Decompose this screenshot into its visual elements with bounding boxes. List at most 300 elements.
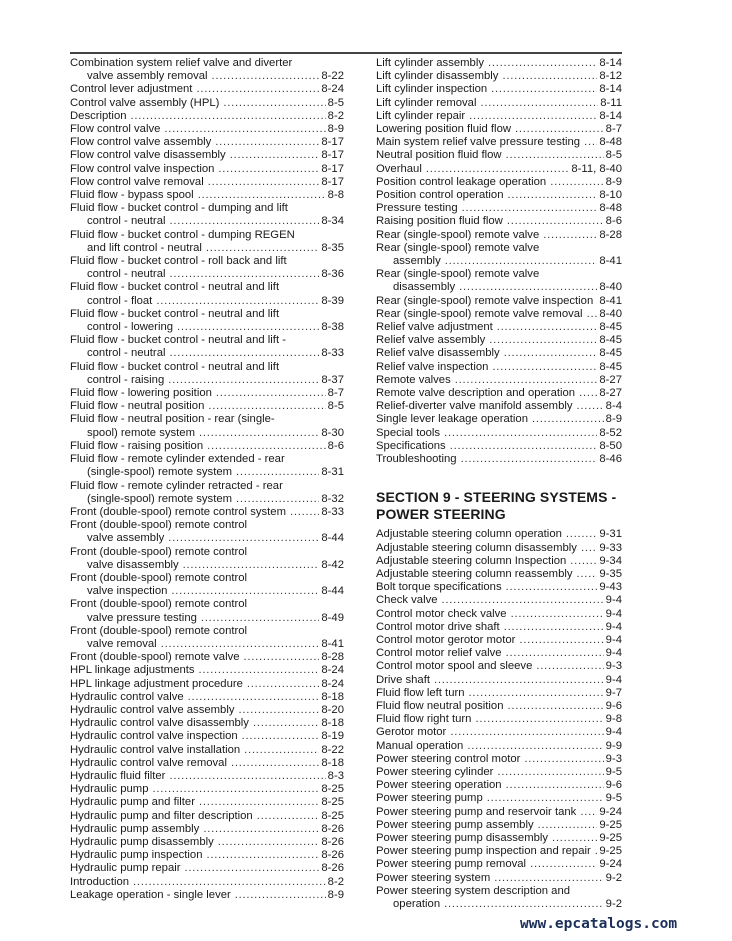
page-number[interactable]: 8-11, 8-40 (571, 162, 622, 175)
page-number[interactable]: 9-2 (605, 897, 622, 910)
page-number[interactable]: 8-19 (321, 730, 344, 743)
entry-line (70, 453, 344, 466)
page-number[interactable]: 9-7 (605, 686, 622, 699)
page-number[interactable]: 8-26 (321, 822, 344, 835)
index-entry[interactable] (376, 660, 622, 673)
entry-line (376, 83, 622, 96)
entry-title: Fluid flow - bucket control - neutral and lift (70, 281, 280, 294)
index-entry[interactable] (70, 387, 344, 400)
index-entry[interactable] (376, 647, 622, 660)
index-entry[interactable] (70, 123, 344, 136)
entry-title: Front (double-spool) remote control (70, 571, 248, 584)
index-entry[interactable] (70, 97, 344, 110)
index-entry[interactable] (376, 202, 622, 215)
entry-title: Control motor gerotor motor (376, 633, 516, 646)
index-entry[interactable] (70, 876, 344, 889)
page-number[interactable]: 9-3 (605, 752, 622, 765)
page-number[interactable]: 8-20 (321, 703, 344, 716)
index-entry[interactable] (70, 110, 344, 123)
index-entry[interactable] (70, 796, 344, 809)
index-entry[interactable] (70, 704, 344, 717)
index-entry[interactable] (70, 163, 344, 176)
index-entry[interactable] (70, 757, 344, 770)
index-entry[interactable] (376, 242, 622, 268)
index-entry[interactable] (376, 413, 622, 426)
dot-leader (152, 783, 319, 796)
page-number[interactable]: 8-24 (321, 83, 344, 96)
page-number[interactable]: 9-5 (605, 765, 622, 778)
page-number[interactable]: 8-41 (321, 637, 344, 650)
entry-line (376, 255, 622, 268)
page-number[interactable]: 8-25 (321, 796, 344, 809)
page-number[interactable]: 8-37 (321, 373, 344, 386)
dot-leader (469, 687, 604, 700)
page-number[interactable]: 8-50 (599, 439, 622, 452)
page-number[interactable]: 8-28 (321, 651, 344, 664)
entry-title: Hydraulic pump (70, 783, 149, 796)
index-entry[interactable] (376, 229, 622, 242)
dot-leader (185, 862, 320, 875)
page-number[interactable]: 8-10 (599, 189, 622, 202)
page-number[interactable]: 9-33 (599, 541, 622, 554)
index-entry[interactable] (70, 453, 344, 479)
entry-line (376, 295, 622, 308)
entry-line (376, 387, 622, 400)
index-entry[interactable] (376, 792, 622, 805)
entry-title: Relief valve adjustment (376, 321, 493, 334)
index-entry[interactable] (376, 110, 622, 123)
page-number[interactable]: 8-40 (599, 281, 622, 294)
dot-leader (469, 110, 597, 123)
index-entry[interactable] (70, 810, 344, 823)
index-entry[interactable] (376, 453, 622, 466)
entry-line (70, 678, 344, 691)
index-entry[interactable] (70, 664, 344, 677)
page-number[interactable]: 8-9 (605, 175, 622, 188)
page-number[interactable]: 8-22 (321, 70, 344, 83)
index-entry[interactable] (70, 770, 344, 783)
index-entry[interactable] (70, 849, 344, 862)
page-number[interactable]: 9-9 (605, 739, 622, 752)
page-number[interactable]: 8-9 (327, 888, 344, 901)
page-number[interactable]: 8-34 (321, 215, 344, 228)
index-entry[interactable] (70, 149, 344, 162)
page-number[interactable]: 8-17 (321, 162, 344, 175)
index-entry[interactable] (376, 123, 622, 136)
index-entry[interactable] (376, 57, 622, 70)
entry-line (376, 242, 622, 255)
page-number[interactable]: 8-22 (321, 743, 344, 756)
page-number[interactable]: 9-43 (599, 581, 622, 594)
entry-title: Fluid flow - bucket control - neutral and lift (70, 360, 280, 373)
entry-line (376, 700, 622, 713)
index-entry[interactable] (70, 189, 344, 202)
entry-title: Check valve (376, 594, 438, 607)
page-number[interactable]: 8-25 (321, 783, 344, 796)
entry-title: spool) remote system (87, 426, 195, 439)
entry-line (70, 796, 344, 809)
index-entry[interactable] (70, 400, 344, 413)
page-number[interactable]: 8-33 (321, 347, 344, 360)
page-number[interactable]: 8-32 (321, 492, 344, 505)
entry-line (376, 687, 622, 700)
dot-leader (475, 713, 603, 726)
entry-line (376, 189, 622, 202)
page-number[interactable]: 9-24 (599, 805, 622, 818)
index-entry[interactable] (376, 97, 622, 110)
page-number[interactable]: 8-45 (599, 321, 622, 334)
dot-leader (487, 792, 604, 805)
index-entry[interactable] (376, 70, 622, 83)
page-number[interactable]: 9-8 (605, 713, 622, 726)
entry-title: Flow control valve removal (70, 175, 204, 188)
page-number[interactable]: 8-7 (327, 387, 344, 400)
page-number[interactable]: 8-18 (321, 756, 344, 769)
page-number[interactable]: 8-17 (321, 149, 344, 162)
entry-title: Fluid flow - neutral position (70, 400, 205, 413)
index-entry[interactable] (376, 872, 622, 885)
index-entry[interactable] (70, 519, 344, 545)
entry-line (70, 97, 344, 110)
page-number[interactable]: 8-5 (327, 400, 344, 413)
entry-title: Introduction (70, 875, 130, 888)
index-entry[interactable] (376, 608, 622, 621)
page-number[interactable]: 9-4 (605, 607, 622, 620)
index-entry[interactable] (376, 806, 622, 819)
page-number[interactable]: 8-14 (599, 109, 622, 122)
page-number[interactable]: 8-26 (321, 862, 344, 875)
page-number[interactable]: 8-33 (321, 505, 344, 518)
index-entry[interactable] (376, 832, 622, 845)
index-entry[interactable] (376, 321, 622, 334)
index-entry[interactable] (376, 779, 622, 792)
entry-line (376, 123, 622, 136)
index-entry[interactable] (376, 149, 622, 162)
page-number[interactable]: 8-24 (321, 677, 344, 690)
entry-line (70, 163, 344, 176)
entry-line (70, 57, 344, 70)
entry-title: Manual operation (376, 739, 464, 752)
index-entry[interactable] (70, 678, 344, 691)
entry-title: Control motor check valve (376, 607, 507, 620)
index-entry[interactable] (376, 740, 622, 753)
entry-title: Bolt torque specifications (376, 581, 502, 594)
index-entry[interactable] (376, 713, 622, 726)
entry-line (376, 453, 622, 466)
entry-line (376, 555, 622, 568)
index-entry[interactable] (70, 281, 344, 307)
page-number[interactable]: 9-2 (605, 871, 622, 884)
page-number[interactable]: 9-5 (605, 792, 622, 805)
page-number[interactable]: 8-48 (599, 136, 622, 149)
index-entry[interactable] (376, 753, 622, 766)
page-number[interactable]: 9-34 (599, 554, 622, 567)
page-number[interactable]: 8-7 (605, 123, 622, 136)
entry-title: Lift cylinder inspection (376, 83, 488, 96)
page-number[interactable]: 8-27 (599, 373, 622, 386)
index-entry[interactable] (376, 189, 622, 202)
page-number[interactable]: 9-4 (605, 620, 622, 633)
index-entry[interactable] (70, 598, 344, 624)
index-entry[interactable] (70, 546, 344, 572)
page-number[interactable]: 9-4 (605, 594, 622, 607)
page-number[interactable]: 8-44 (321, 585, 344, 598)
index-entry[interactable] (376, 845, 622, 858)
index-entry[interactable] (70, 717, 344, 730)
index-entry[interactable] (376, 83, 622, 96)
entry-title: Front (double-spool) remote control system (70, 505, 286, 518)
entry-line (376, 361, 622, 374)
index-entry[interactable] (376, 361, 622, 374)
entry-title: Power steering pump assembly (376, 818, 534, 831)
index-entry[interactable] (70, 730, 344, 743)
index-entry[interactable] (376, 542, 622, 555)
index-entry[interactable] (376, 594, 622, 607)
page-number[interactable]: 8-17 (321, 175, 344, 188)
index-entry[interactable] (70, 229, 344, 255)
index-entry[interactable] (70, 651, 344, 664)
entry-line (376, 528, 622, 541)
entry-line (376, 229, 622, 242)
page-number[interactable]: 8-14 (599, 83, 622, 96)
entry-line (70, 361, 344, 374)
page-number[interactable]: 9-35 (599, 567, 622, 580)
page-number[interactable]: 8-41 (599, 294, 622, 307)
page-number[interactable]: 8-9 (605, 413, 622, 426)
index-entry[interactable] (376, 400, 622, 413)
index-entry[interactable] (70, 823, 344, 836)
index-entry[interactable] (376, 387, 622, 400)
entry-title: Hydraulic control valve installation (70, 743, 241, 756)
index-entry[interactable] (376, 858, 622, 871)
index-entry[interactable] (376, 295, 622, 308)
entry-line (70, 308, 344, 321)
entry-title: Control lever adjustment (70, 83, 193, 96)
entry-title: Flow control valve assembly (70, 136, 212, 149)
entry-title: control - neutral (87, 268, 166, 281)
entry-title: Hydraulic pump disassembly (70, 835, 214, 848)
index-entry[interactable] (70, 862, 344, 875)
page-number[interactable]: 8-27 (599, 387, 622, 400)
dot-leader (530, 858, 597, 871)
page-number[interactable]: 8-12 (599, 70, 622, 83)
index-entry[interactable] (70, 334, 344, 360)
index-entry[interactable] (376, 819, 622, 832)
entry-line (376, 674, 622, 687)
dot-leader (235, 889, 326, 902)
entry-line (376, 713, 622, 726)
entry-title: Fluid flow - remote cylinder extended - rear (70, 453, 285, 466)
index-entry[interactable] (376, 568, 622, 581)
entry-line (376, 413, 622, 426)
entry-line (70, 757, 344, 770)
page-number[interactable]: 8-8 (327, 189, 344, 202)
index-entry[interactable] (376, 885, 622, 911)
index-entry[interactable] (70, 506, 344, 519)
entry-title: Hydraulic control valve inspection (70, 730, 238, 743)
page-number[interactable]: 8-9 (327, 123, 344, 136)
index-entry[interactable] (376, 308, 622, 321)
page-number[interactable]: 9-4 (605, 673, 622, 686)
dot-leader (595, 845, 598, 858)
page-number[interactable]: 8-24 (321, 664, 344, 677)
index-entry[interactable] (376, 347, 622, 360)
entry-title: Lift cylinder repair (376, 109, 466, 122)
index-entry[interactable] (376, 726, 622, 739)
page-number[interactable]: 8-26 (321, 849, 344, 862)
page-number[interactable]: 9-25 (599, 831, 622, 844)
page-number[interactable]: 9-4 (605, 633, 622, 646)
entry-line (70, 532, 344, 545)
entry-title: Flow control valve disassembly (70, 149, 226, 162)
index-entry[interactable] (376, 440, 622, 453)
index-entry[interactable] (70, 691, 344, 704)
page-number[interactable]: 8-39 (321, 294, 344, 307)
entry-title: Control motor drive shaft (376, 620, 500, 633)
page-number[interactable]: 8-4 (605, 400, 622, 413)
index-entry[interactable] (70, 308, 344, 334)
index-entry[interactable] (376, 528, 622, 541)
page-number[interactable]: 8-38 (321, 321, 344, 334)
entry-title: Hydraulic fluid filter (70, 769, 166, 782)
dot-leader (459, 281, 597, 294)
page-number[interactable]: 8-52 (599, 426, 622, 439)
page-number[interactable]: 8-44 (321, 532, 344, 545)
page-number[interactable]: 9-4 (605, 726, 622, 739)
dot-leader (215, 136, 319, 149)
page-number[interactable]: 8-3 (327, 769, 344, 782)
page-number[interactable]: 8-28 (599, 228, 622, 241)
index-entry[interactable] (376, 700, 622, 713)
page-number[interactable]: 8-25 (321, 809, 344, 822)
index-entry[interactable] (70, 57, 344, 83)
dot-leader (492, 361, 597, 374)
entry-line (70, 585, 344, 598)
entry-line (376, 308, 622, 321)
page-number[interactable]: 8-45 (599, 347, 622, 360)
index-entry[interactable] (70, 889, 344, 902)
entry-line (376, 845, 622, 858)
page-number[interactable]: 8-31 (321, 466, 344, 479)
dot-leader (290, 506, 319, 519)
page-number[interactable]: 8-5 (327, 96, 344, 109)
page-number[interactable]: 8-36 (321, 268, 344, 281)
page-number[interactable]: 8-46 (599, 453, 622, 466)
dot-leader (156, 295, 319, 308)
page-number[interactable]: 8-41 (599, 255, 622, 268)
page-number[interactable]: 8-2 (327, 875, 344, 888)
page-number[interactable]: 9-25 (599, 845, 622, 858)
entry-line (70, 110, 344, 123)
entry-title: (single-spool) remote system (87, 492, 233, 505)
entry-line (376, 97, 622, 110)
index-entry[interactable] (70, 836, 344, 849)
page-number[interactable]: 9-3 (605, 660, 622, 673)
index-entry[interactable] (376, 621, 622, 634)
page-number[interactable]: 8-45 (599, 334, 622, 347)
entry-line (376, 753, 622, 766)
index-entry[interactable] (376, 374, 622, 387)
page-number[interactable]: 8-6 (605, 215, 622, 228)
index-entry[interactable] (376, 334, 622, 347)
index-entry[interactable] (70, 176, 344, 189)
page-number[interactable]: 8-30 (321, 426, 344, 439)
index-entry[interactable] (70, 783, 344, 796)
page-number[interactable]: 8-48 (599, 202, 622, 215)
page-number[interactable]: 8-17 (321, 136, 344, 149)
page-number[interactable]: 8-14 (599, 57, 622, 69)
entry-line (376, 779, 622, 792)
page-number[interactable]: 9-6 (605, 699, 622, 712)
entry-title: Troubleshooting (376, 453, 457, 466)
index-entry[interactable] (376, 136, 622, 149)
page-number[interactable]: 9-24 (599, 858, 622, 871)
index-entry[interactable] (70, 744, 344, 757)
entry-line (70, 730, 344, 743)
entry-title: control - neutral (87, 347, 166, 360)
index-entry[interactable] (70, 202, 344, 228)
page-number[interactable]: 8-18 (321, 717, 344, 730)
index-entry[interactable] (70, 572, 344, 598)
index-entry[interactable] (376, 268, 622, 294)
entry-title: Gerotor motor (376, 726, 447, 739)
index-entry[interactable] (70, 83, 344, 96)
page-number[interactable]: 8-35 (321, 241, 344, 254)
index-entry[interactable] (376, 163, 622, 176)
index-entry[interactable] (70, 625, 344, 651)
page-number[interactable]: 8-42 (321, 558, 344, 571)
page-number[interactable]: 8-49 (321, 611, 344, 624)
index-entry[interactable] (376, 555, 622, 568)
page-number[interactable]: 9-6 (605, 779, 622, 792)
page-number[interactable]: 8-40 (599, 307, 622, 320)
index-entry[interactable] (70, 413, 344, 439)
entry-line (70, 744, 344, 757)
index-entry[interactable] (376, 427, 622, 440)
dot-leader (161, 638, 320, 651)
dot-leader (236, 493, 319, 506)
index-entry[interactable] (70, 255, 344, 281)
entry-line (70, 664, 344, 677)
index-entry[interactable] (70, 480, 344, 506)
index-entry[interactable] (376, 674, 622, 687)
dot-leader (208, 176, 320, 189)
index-entry[interactable] (376, 634, 622, 647)
page-number[interactable]: 8-11 (600, 96, 622, 109)
index-entry[interactable] (376, 766, 622, 779)
index-entry[interactable] (70, 361, 344, 387)
page-number[interactable]: 8-45 (599, 360, 622, 373)
dot-leader (461, 453, 598, 466)
page-number[interactable]: 8-2 (327, 109, 344, 122)
entry-title: Hydraulic pump repair (70, 862, 181, 875)
index-entry[interactable] (70, 136, 344, 149)
page-number[interactable]: 9-25 (599, 818, 622, 831)
entry-title: HPL linkage adjustment procedure (70, 677, 243, 690)
index-entry[interactable] (70, 440, 344, 453)
index-entry[interactable] (376, 176, 622, 189)
page-number[interactable]: 8-5 (605, 149, 622, 162)
page-number[interactable]: 8-26 (321, 835, 344, 848)
index-entry[interactable] (376, 687, 622, 700)
page-number[interactable]: 8-18 (321, 690, 344, 703)
page-number[interactable]: 9-4 (605, 647, 622, 660)
page-number[interactable]: 8-6 (327, 439, 344, 452)
entry-line (376, 149, 622, 162)
index-entry[interactable] (376, 215, 622, 228)
page-number[interactable]: 9-31 (599, 528, 622, 541)
index-entry[interactable] (376, 581, 622, 594)
